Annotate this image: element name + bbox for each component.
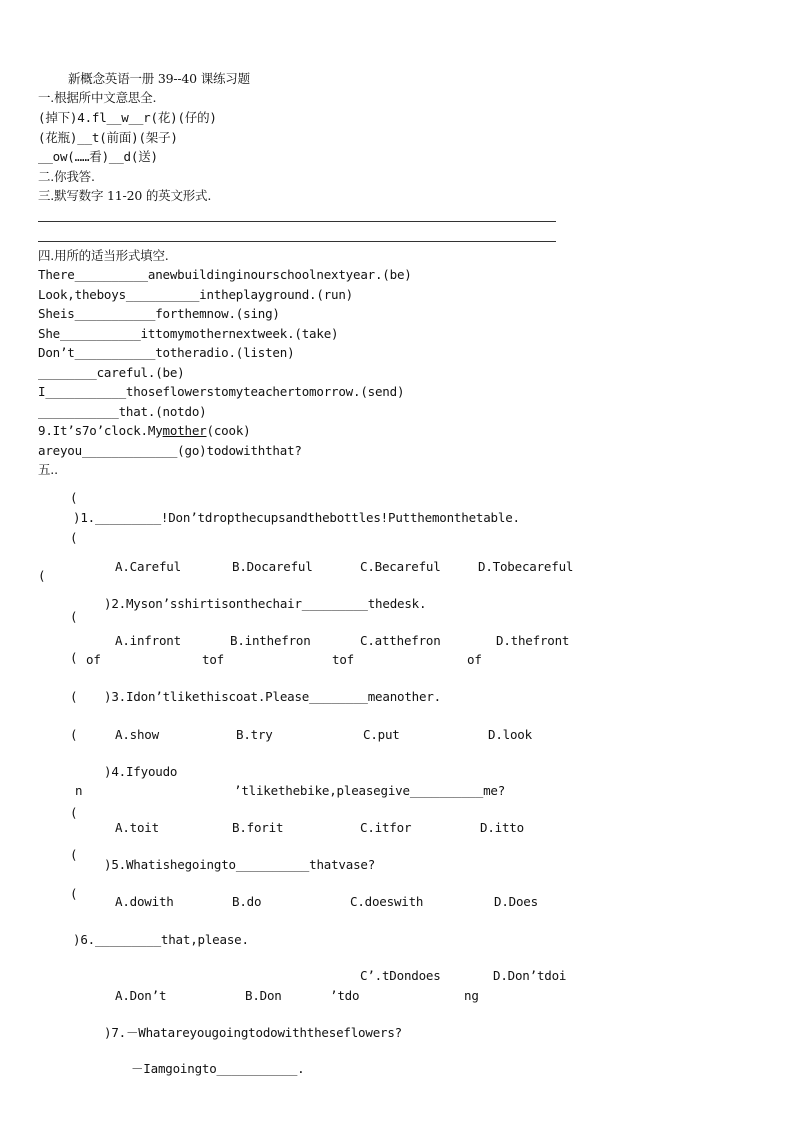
q4-option-d: D.itto [480,820,524,835]
q2-option-c-cont: tof [332,652,354,667]
q5-option-c: C.doeswith [350,894,424,909]
fill-item: She___________ittomymothernextweek.(take) [38,326,339,341]
answer-line [38,241,556,242]
question-2-stem: )2.Myson’sshirtisonthechair_________thedesk. [104,596,427,611]
fill-item-9-pre: 9.It’s7o’clock.My [38,423,163,438]
paren: ( [70,886,78,901]
answer-line [38,221,556,222]
q4-option-b: B.forit [232,820,284,835]
fill-item-9 [38,423,250,439]
q3-option-a: A.show [115,727,159,742]
q6-option-c: C’.tDondoes [360,968,441,983]
q5-option-b: B.do [232,894,262,909]
q2-option-d-cont: of [467,652,482,667]
question-4-stem-n: n [75,783,83,798]
paren: ( [70,727,78,742]
section1-line: (花瓶)__t(前面)(架子) [38,130,178,145]
q2-option-a-cont: of [86,652,101,667]
section4-heading: 四.用所的适当形式填空. [38,248,169,263]
paren: ( [38,568,46,583]
fill-item: There__________anewbuildinginourschoolnextyear.(be) [38,267,412,282]
q1-option-c: C.Becareful [360,559,441,574]
question-6-stem: )6._________that,please. [73,932,249,947]
question-7-answer: －Iamgoingto___________. [131,1061,305,1076]
q2-option-b-cont: tof [202,652,224,667]
q2-option-d: D.thefront [496,633,570,648]
paren: ( [70,490,78,505]
fill-item: ___________that.(notdo) [38,404,207,419]
section5-heading: 五.. [38,462,58,477]
paren: ( [70,609,78,624]
question-1-stem: )1._________!Don’tdropthecupsandthebottles!Putthemonthetable. [73,510,520,525]
paren: ( [70,847,78,862]
question-7-stem: )7.－Whatareyougoingtodowiththeseflowers? [104,1025,402,1040]
q1-option-b: B.Docareful [232,559,313,574]
q4-option-a: A.toit [115,820,159,835]
q1-option-d: D.Tobecareful [478,559,574,574]
fill-item-9-post: (cook) [206,423,251,438]
q3-option-b: B.try [236,727,273,742]
section2-heading: 二.你我答. [38,169,95,184]
paren: ( [70,530,78,545]
fill-item: Don’t___________totheradio.(listen) [38,345,295,360]
fill-item: ________careful.(be) [38,365,185,380]
q6-option-a: A.Don’t [115,988,167,1003]
q6-option-b-cont: ’tdo [330,988,360,1003]
q3-option-c: C.put [363,727,400,742]
fill-item-10: areyou_____________(go)todowiththat? [38,443,302,458]
q5-option-d: D.Does [494,894,538,909]
section1-line: __ow(……看)__d(送) [38,149,158,164]
q6-option-d: D.Don’tdoi [493,968,567,983]
page-title: 新概念英语一册 39--40 课练习题 [68,71,250,86]
fill-item: Sheis___________forthemnow.(sing) [38,306,280,321]
q6-option-b: B.Don [245,988,282,1003]
paren: ( [70,689,78,704]
paren: ( [70,650,78,665]
question-4-stem-cont: ’tlikethebike,pleasegive__________me? [234,783,506,798]
question-3-stem: )3.Idon’tlikethiscoat.Please________meanother. [104,689,441,704]
question-5-stem: )5.Whatishegoingto__________thatvase? [104,857,376,872]
q4-option-c: C.itfor [360,820,412,835]
q6-option-d-cont: ng [464,988,479,1003]
section3-heading: 三.默写数字 11-20 的英文形式. [38,188,212,203]
q2-option-b: B.inthefron [230,633,311,648]
q2-option-c: C.atthefron [360,633,441,648]
q5-option-a: A.dowith [115,894,174,909]
paren: ( [70,805,78,820]
fill-item: Look,theboys__________intheplayground.(run) [38,287,354,302]
fill-item: I___________thoseflowerstomyteachertomorrow.(send) [38,384,405,399]
question-4-stem: )4.Ifyoudo [104,764,178,779]
fill-item-9-underlined: mother [162,423,207,438]
q2-option-a: A.infront [115,633,181,648]
q3-option-d: D.look [488,727,532,742]
section1-heading: 一.根据所中文意思全. [38,90,157,105]
section1-line: (掉下)4.fl__w__r(花)(仔的) [38,110,217,125]
q1-option-a: A.Careful [115,559,181,574]
